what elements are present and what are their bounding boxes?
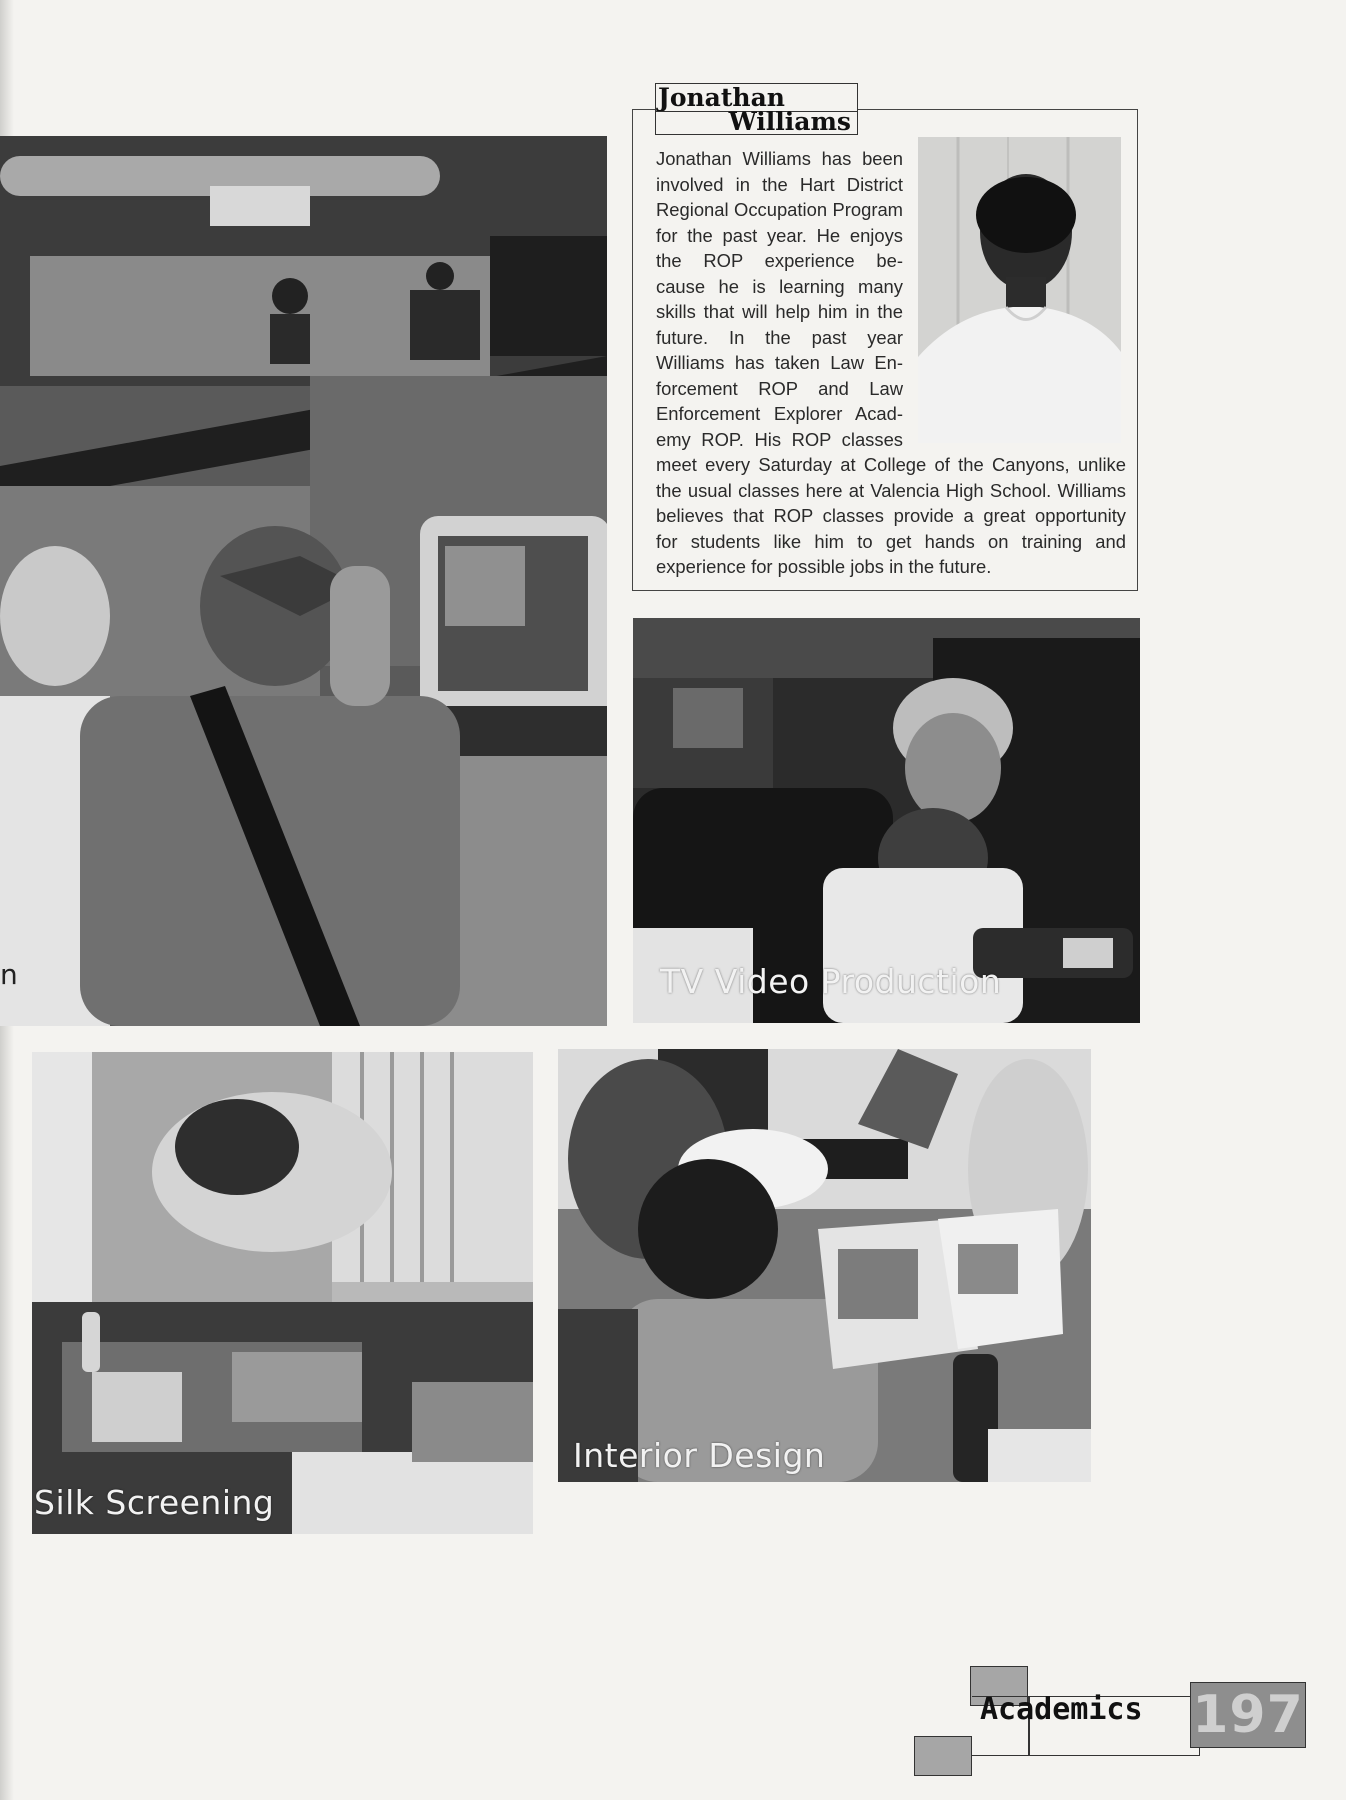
photo-silk-screening [32, 1052, 533, 1534]
bio-line: Williams has taken Law En- [656, 352, 903, 373]
bio-line: involved in the Hart District [656, 173, 903, 195]
caption-silk-screening: Silk Screening [34, 1483, 275, 1522]
feature-first-name: Jonathan [658, 83, 785, 112]
page-footer [900, 1660, 1320, 1780]
footer-section-label: Academics [980, 1692, 1143, 1727]
bio-line: the ROP experience be- [656, 250, 903, 271]
portrait-image [918, 137, 1121, 443]
bio-line: Enforcement Explorer Acad- [656, 403, 903, 424]
photo-computer-classroom [0, 136, 607, 1026]
caption-tv-video-production: TV Video Production [660, 962, 1002, 1001]
bio-line: meet every Saturday at College of the Canyons, unlike [656, 454, 1126, 475]
feature-name-tag [655, 83, 858, 135]
footer-square-bottom [914, 1736, 972, 1776]
bio-line: for the past year. He enjoys [656, 224, 903, 246]
bio-line: future. In the past year [656, 326, 903, 348]
bio-line: forcement ROP and Law [656, 377, 903, 399]
photo-interior-design-image [558, 1049, 1091, 1482]
bio-line: experience for possible jobs in the future. [656, 556, 992, 577]
bio-line: skills that will help him in the [656, 301, 903, 322]
feature-bio-full [656, 452, 1126, 580]
bio-line: cause he is learning many [656, 275, 903, 297]
bio-line: emy ROP. His ROP classes [656, 428, 903, 450]
left-edge-caption-fragment: n [0, 958, 19, 991]
bio-line: for students like him to get hands on training and [656, 530, 1126, 552]
photo-silk-screening-image [32, 1052, 533, 1534]
portrait-jonathan-williams [918, 137, 1121, 443]
caption-interior-design: Interior Design [573, 1436, 826, 1475]
bio-line: Regional Occupation Program [656, 199, 903, 220]
feature-last-name: Williams [728, 107, 851, 136]
bio-line: the usual classes here at Valencia High School. Williams [656, 479, 1126, 501]
feature-bio-wrapped [656, 146, 903, 452]
footer-page-number: 197 [1190, 1682, 1306, 1748]
bio-line: believes that ROP classes provide a great opportunity [656, 505, 1126, 526]
photo-computer-classroom-image [0, 136, 607, 1026]
bio-line: Jonathan Williams has been [656, 148, 903, 169]
photo-interior-design [558, 1049, 1091, 1482]
